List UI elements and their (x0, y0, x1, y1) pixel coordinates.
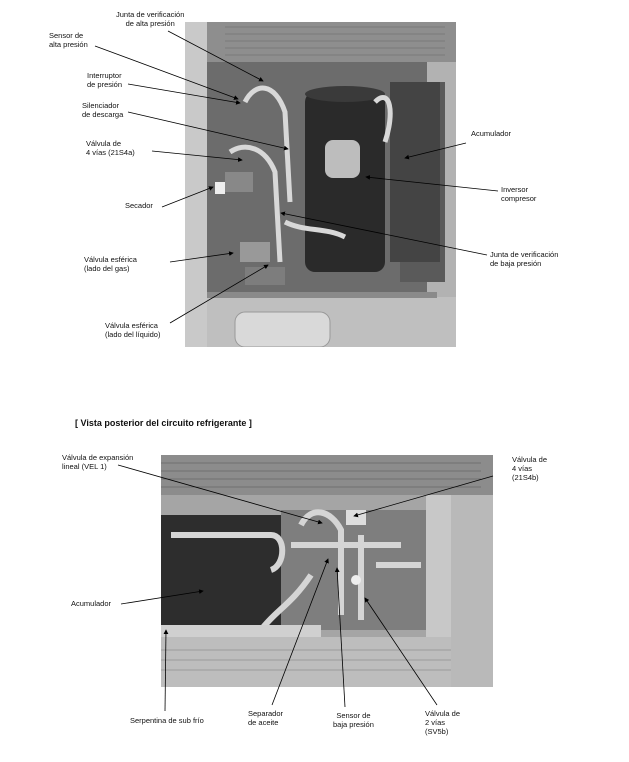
label-valvula-2vias-line1: Válvula de (425, 709, 461, 718)
section-heading: [ Vista posterior del circuito refrigerante ] (75, 418, 252, 428)
label-separador-line1: Separador (248, 709, 284, 718)
label-esferica-liquido-line1: Válvula esférica (105, 321, 158, 330)
label-esferica-gas-line2: (lado del gas) (84, 264, 130, 273)
label-sensor-alta-line1: Sensor de (49, 31, 84, 40)
label-sensor-baja (333, 711, 374, 729)
label-sensor-alta (49, 31, 88, 49)
label-junta-baja (490, 250, 558, 268)
label-valvula-2vias-line2: 2 vías (425, 718, 446, 727)
label-interruptor (87, 71, 122, 89)
label-acumulador-rear (71, 599, 111, 608)
label-acumulador-front-line1: Acumulador (471, 129, 512, 138)
label-serpentina-line1: Serpentina de sub frío (130, 716, 204, 725)
label-sensor-baja-line1: Sensor de (336, 711, 371, 720)
label-silenciador (82, 101, 123, 119)
label-acumulador-rear-line1: Acumulador (71, 599, 112, 608)
label-interruptor-line1: Interruptor (87, 71, 122, 80)
label-junta-baja-line2: de baja presión (490, 259, 542, 268)
label-valvula-2vias-line3: (SV5b) (425, 727, 449, 736)
label-esferica-liquido-line2: (lado del líquido) (105, 330, 161, 339)
label-inversor (501, 185, 536, 203)
label-secador-line1: Secador (125, 201, 153, 210)
label-junta-baja-line1: Junta de verificación (490, 250, 559, 259)
label-esferica-gas-line1: Válvula esférica (84, 255, 137, 264)
label-valvula-4vias-line2: 4 vías (21S4a) (86, 148, 135, 157)
label-separador (248, 709, 283, 727)
label-esferica-liquido (105, 321, 160, 339)
label-silenciador-line2: de descarga (82, 110, 124, 119)
label-valvula-4vias-line1: Válvula de (86, 139, 122, 148)
label-inversor-line2: compresor (501, 194, 537, 203)
label-valvula-2vias (425, 709, 460, 736)
label-valvula-4vias-b-line2: 4 vías (512, 464, 533, 473)
label-silenciador-line1: Silenciador (82, 101, 120, 110)
label-acumulador-front (471, 129, 511, 138)
label-junta-alta (116, 10, 184, 28)
label-interruptor-line2: de presión (87, 80, 123, 89)
label-serpentina (130, 716, 204, 725)
label-vel1-line2: lineal (VEL 1) (62, 462, 107, 471)
label-vel1 (62, 453, 133, 471)
label-valvula-4vias-b-line1: Válvula de (512, 455, 548, 464)
label-valvula-4vias-b (512, 455, 547, 482)
label-secador (125, 201, 153, 210)
label-sensor-baja-line2: baja presión (333, 720, 374, 729)
label-valvula-4vias-b-line3: (21S4b) (512, 473, 539, 482)
label-junta-alta-line2: de alta presión (125, 19, 175, 28)
label-vel1-line1: Válvula de expansión (62, 453, 134, 462)
label-separador-line2: de aceite (248, 718, 279, 727)
label-junta-alta-line1: Junta de verificación (116, 10, 185, 19)
label-valvula-4vias (86, 139, 135, 157)
label-inversor-line1: Inversor (501, 185, 529, 194)
label-sensor-alta-line2: alta presión (49, 40, 88, 49)
label-esferica-gas (84, 255, 137, 273)
